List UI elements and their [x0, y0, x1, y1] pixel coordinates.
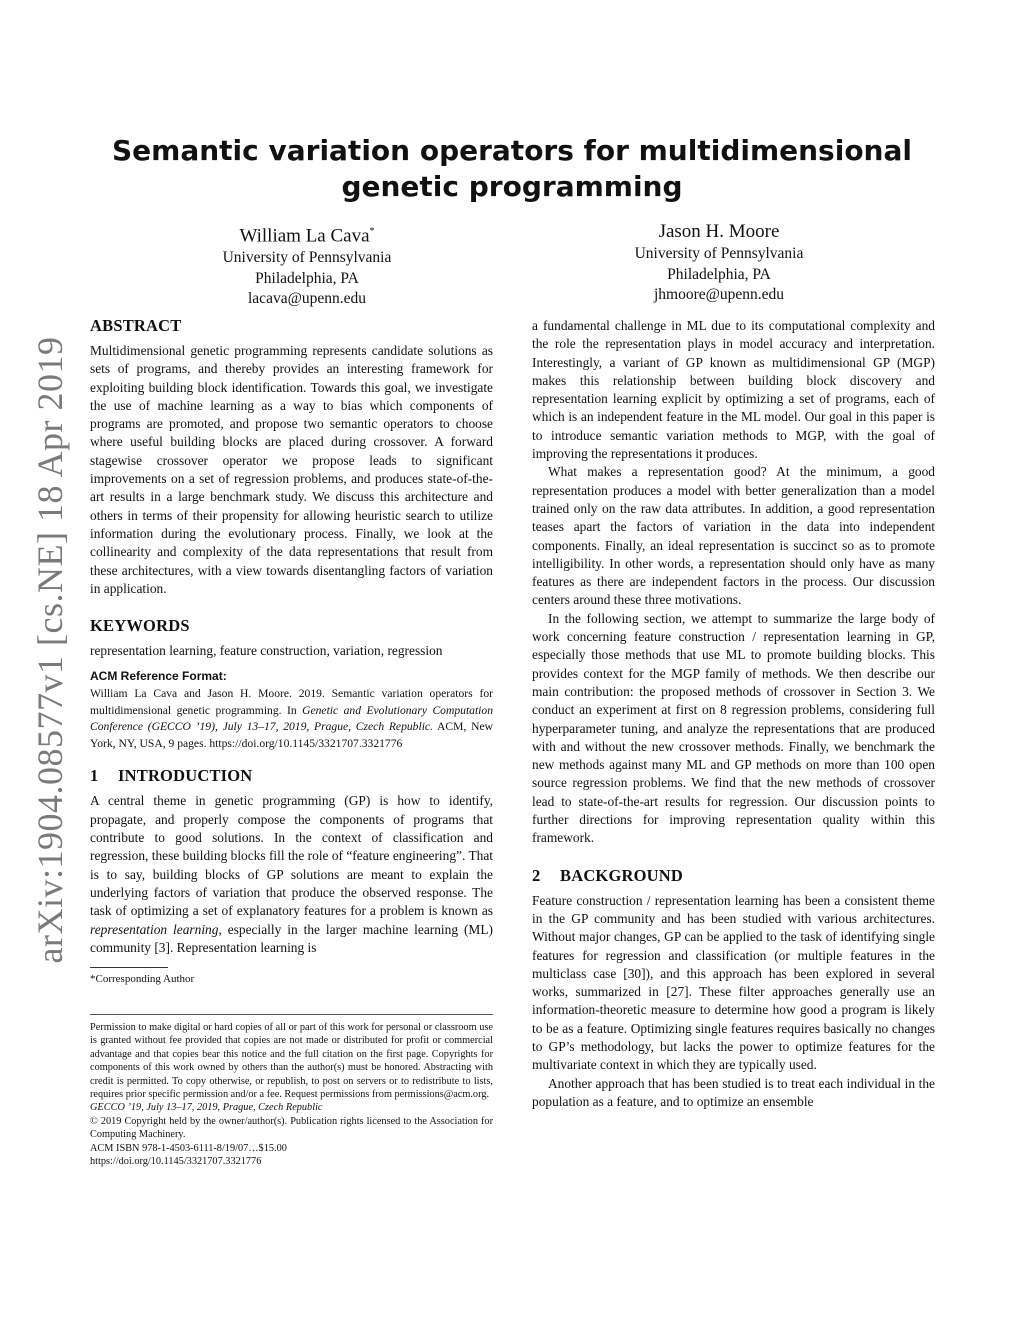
footnote-divider	[90, 967, 168, 968]
left-column	[90, 316, 493, 986]
doi-line[interactable]: https://doi.org/10.1145/3321707.3321776	[90, 1156, 262, 1168]
conference-line: GECCO ’19, July 13–17, 2019, Prague, Czech Republic	[90, 1102, 323, 1114]
author-mark: *	[369, 226, 375, 237]
acm-reference-heading: ACM Reference Format:	[90, 669, 227, 684]
author-block-2	[569, 220, 869, 306]
arxiv-stamp-text: arXiv:1904.08577v1 [cs.NE] 18 Apr 2019	[30, 336, 70, 964]
intro-continuation: a fundamental challenge in ML due to its computational complexity and the role the representation plays in model accuracy and interpretation. Interestingly, a variant of GP known as multidimensional GP (MGP) makes this relationship between building block discovery and representation learning explicit by optimizing a set of programs, each of which is an independent feature in the ML model. Our goal in this paper is to introduce semantic variation methods to MGP, with the goal of improving the representations it produces.	[532, 318, 935, 462]
permission-divider	[90, 1014, 493, 1015]
background-heading: 2 BACKGROUND	[532, 865, 684, 885]
permission-block	[90, 1021, 493, 1168]
intro-heading: 1 INTRODUCTION	[90, 766, 253, 786]
author-affiliation: University of Pennsylvania	[634, 245, 804, 262]
author-block-1	[157, 220, 457, 310]
author-affiliation: University of Pennsylvania	[222, 249, 392, 267]
author-location: Philadelphia, PA	[667, 265, 771, 283]
permission-text: Permission to make digital or hard copies of all or part of this work for personal or classroom use is granted without fee provided that copies are not made or distributed for profit or commercial advantage and that copies bear this notice and the full citation on the first page. Copyrights for components of this work owned by others than the author(s) must be honored. Abstracting with credit is permitted. To copy otherwise, or republish, to post on servers or to redistribute to lists, requires prior specific permission and/or a fee. Request permissions from permissions@acm.org.	[90, 1022, 493, 1101]
footnote: *Corresponding Author	[90, 973, 195, 986]
abstract-heading: ABSTRACT	[90, 316, 182, 335]
author-email[interactable]: jhmoore@upenn.edu	[653, 286, 785, 303]
keywords-heading: KEYWORDS	[90, 616, 190, 636]
author-name: Jason H. Moore	[658, 221, 780, 242]
keywords-text: representation learning, feature construction, variation, regression	[90, 643, 443, 659]
background-paragraph-2: Another approach that has been studied is to treat each individual in the population as a feature, and to optimize an ensemble	[532, 1075, 935, 1109]
paper-title: Semantic variation operators for multidimensional genetic programming	[112, 134, 912, 203]
author-name: William La Cava*	[239, 225, 375, 247]
intro-paragraph-2: What makes a representation good? At the minimum, a good representation produces a model with better generalization than a model trained only on the raw data attributes. In addition, a good representation teases apart the factors of variation in the data into independent components. Finally, an ideal representation is succinct so as to promote intelligibility. In other words, a representation should only have as many features as there are independent factors in the process. Our discussion centers around these three motivations.	[532, 464, 935, 608]
background-paragraph-1: Feature construction / representation learning has been a consistent theme in the GP community and has been studied with various architectures. Without major changes, GP can be applied to the task of identifying single features for regression and classification (or multiple features in the multiclass case [30]), and this approach has been explored in several works, summarized in [27]. These filter approaches generally use an information-theoretic measure to determine how good a program is likely to be as a feature. Optimizing single features requires basically no changes to GP’s methodology, but lacks the power to optimize features for the multivariate context in which they are typically used.	[532, 892, 935, 1073]
author-location: Philadelphia, PA	[255, 269, 359, 287]
abstract-text: Multidimensional genetic programming represents candidate solutions as sets of programs, and thereby provides an interesting framework for exploiting building block identification. Towards this goal, we investigate the use of machine learning as a way to bias which components of programs are promoted, and propose two semantic operators to choose where useful building blocks are placed during crossover. A forward stagewise crossover operator we propose leads to significant improvements on a set of regression problems, and produces state-of-the-art results in a large benchmark study. We discuss this architecture and others in terms of their propensity for allowing heuristic search to utilize information during the evolutionary process. Finally, we look at the collinearity and complexity of the data representations that result from these architectures, with a view towards disentangling factors of variation in application.	[90, 343, 493, 596]
right-column	[532, 317, 935, 1111]
intro-text: A central theme in genetic programming (GP) is how to identify, propagate, and properly compose the components of programs that contribute to good solutions. In the context of classification and regression, these building blocks fill the role of “feature engineering”. That is to say, building blocks of GP solutions are meant to explain the underlying factors of variation that produce the observed response. The task of optimizing a set of explanatory features for a problem is known as representation learning, especially in the larger machine learning (ML) community [3]. Representation learning is	[90, 793, 493, 955]
intro-paragraph-3: In the following section, we attempt to summarize the large body of work concerning feature construction / representation learning in GP, especially those methods that use ML to promote building blocks. This provides context for the MGP family of methods. We then describe our main contribution: the proposed methods of crossover in Section 3. We conduct an experiment at first on 8 regression problems, considering full hyperparameter tuning, and analyze the representations that are produced with and without the new crossover methods. Finally, we benchmark the new methods against many ML and GP methods on more than 100 open source regression problems. We find that the new methods of crossover lead to state-of-the-art results for regression. Our discussion points to further directions for improving representation quality within this framework.	[532, 610, 935, 846]
acm-reference-text: William La Cava and Jason H. Moore. 2019. Semantic variation operators for multidimensional genetic programming. In Genetic and Evolutionary Computation Conference (GECCO ’19), July 13–17, 2019, Prague, Czech Republic. ACM, New York, NY, USA, 9 pages. https://doi.org/10.1145/3321707.3321776	[90, 687, 493, 750]
arxiv-stamp	[30, 336, 70, 964]
author-email[interactable]: lacava@upenn.edu	[248, 290, 366, 308]
copyright-line: © 2019 Copyright held by the owner/author(s). Publication rights licensed to the Association for Computing Machinery.	[90, 1115, 493, 1141]
isbn-line: ACM ISBN 978-1-4503-6111-8/19/07…$15.00	[90, 1142, 287, 1154]
